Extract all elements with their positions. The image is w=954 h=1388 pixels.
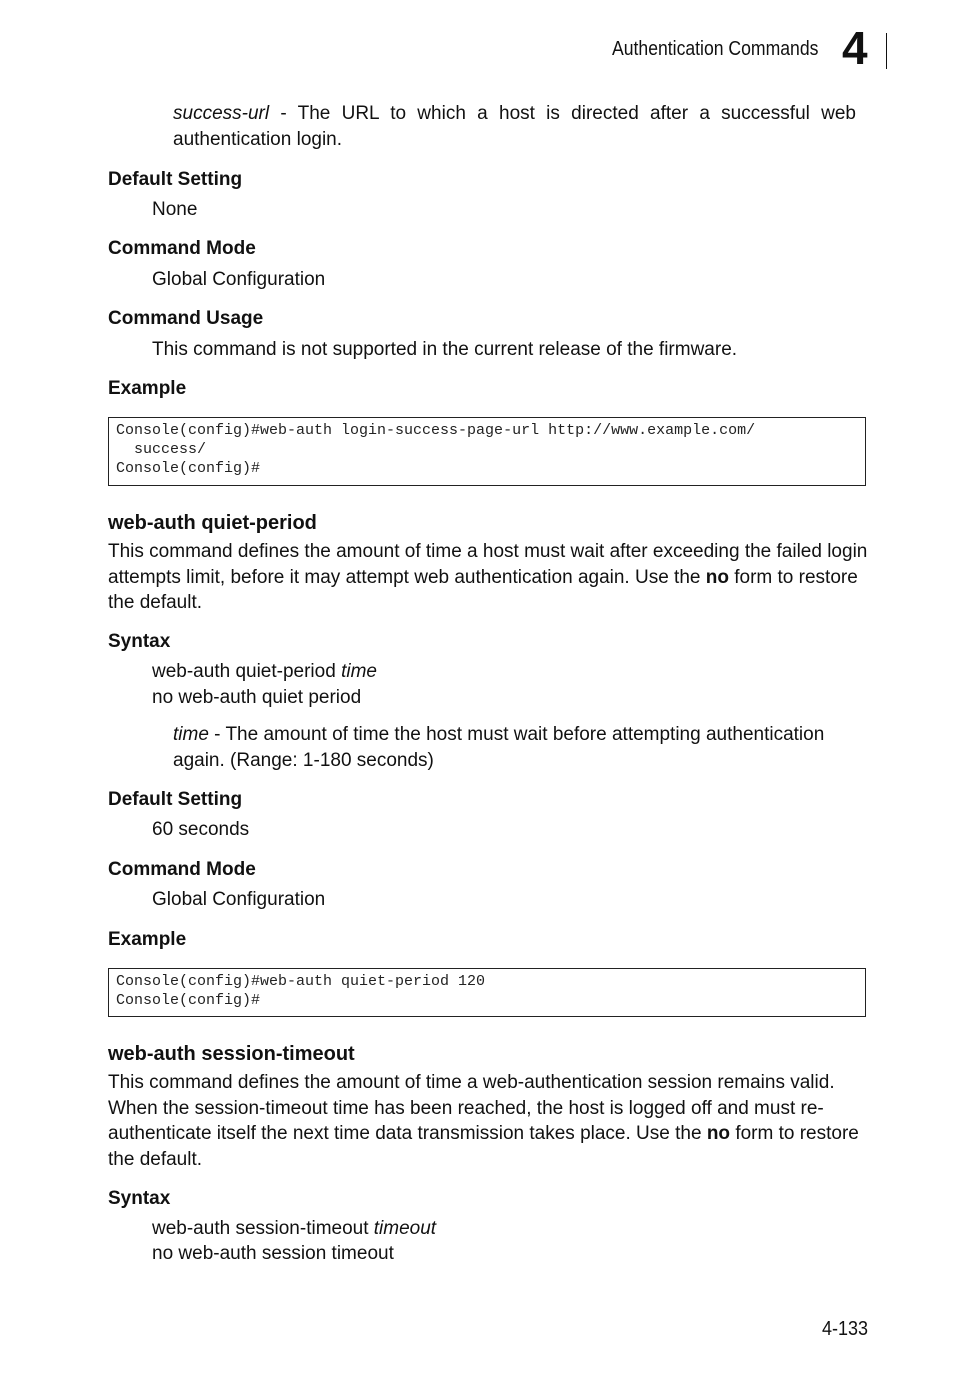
- command-usage-heading: Command Usage: [108, 308, 264, 329]
- description-text-end: form to restore the default.: [108, 566, 858, 613]
- description-text: This command defines the amount of time a host must wait after exceeding the failed login attempts limit, before it may attempt web authentication again. Use the: [108, 541, 868, 588]
- command-mode-value: Global Configuration: [152, 269, 326, 290]
- syntax-heading: Syntax: [108, 631, 171, 652]
- example-heading: Example: [108, 929, 187, 950]
- description-keyword: no: [705, 566, 729, 588]
- description-text-end: form to restore the default.: [108, 1123, 859, 1170]
- syntax-no-command: no web-auth quiet period: [152, 687, 362, 708]
- example-code-box: [108, 417, 866, 486]
- description-text: This command defines the amount of time a web-authentication session remains valid. When the session-timeout time has been reached, the host is logged off and must re-authenticate itself the next time data transmission takes place. Use the: [108, 1072, 835, 1144]
- param-term: time: [173, 724, 209, 745]
- chapter-number: 4: [842, 22, 868, 74]
- syntax-command: [152, 1216, 436, 1242]
- description-keyword: no: [706, 1123, 731, 1144]
- quiet-period-description: [108, 539, 868, 616]
- page-number: 4-133: [822, 1318, 869, 1340]
- running-header-title: Authentication Commands: [612, 38, 819, 60]
- session-timeout-description: [108, 1070, 868, 1172]
- default-setting-heading: Default Setting: [108, 169, 243, 190]
- example-code-box: [108, 968, 866, 1017]
- syntax-cmd-text: web-auth session-timeout: [152, 1218, 374, 1239]
- command-mode-heading: Command Mode: [108, 859, 256, 880]
- param-text: - The URL to which a host is directed after a successful web authentication login.: [173, 103, 856, 150]
- default-setting-heading: Default Setting: [108, 789, 243, 810]
- syntax-cmd-text: web-auth quiet-period: [152, 661, 342, 682]
- success-url-param-description: [173, 101, 856, 152]
- param-text: - The amount of time the host must wait before attempting authentication again. (Range: 1-180 seconds): [173, 724, 825, 771]
- default-setting-value: None: [152, 199, 198, 220]
- session-timeout-title: web-auth session-timeout: [108, 1043, 355, 1065]
- command-usage-value: This command is not supported in the current release of the firmware.: [152, 339, 738, 360]
- example-code: Console(config)#web-auth quiet-period 120 Console(config)#: [116, 973, 486, 1009]
- example-code: Console(config)#web-auth login-success-page-url http://www.example.com/ success/ Console(config)#: [116, 422, 756, 477]
- time-param-description: [173, 722, 856, 773]
- syntax-command: [152, 659, 377, 685]
- syntax-no-command: no web-auth session timeout: [152, 1243, 394, 1264]
- default-setting-value: 60 seconds: [152, 819, 250, 840]
- command-mode-heading: Command Mode: [108, 238, 256, 259]
- param-term: success-url: [173, 103, 270, 124]
- syntax-heading: Syntax: [108, 1188, 171, 1209]
- syntax-arg: timeout: [373, 1218, 437, 1239]
- quiet-period-title: web-auth quiet-period: [108, 512, 317, 534]
- command-mode-value: Global Configuration: [152, 889, 326, 910]
- syntax-arg: time: [341, 661, 377, 682]
- example-heading: Example: [108, 378, 187, 399]
